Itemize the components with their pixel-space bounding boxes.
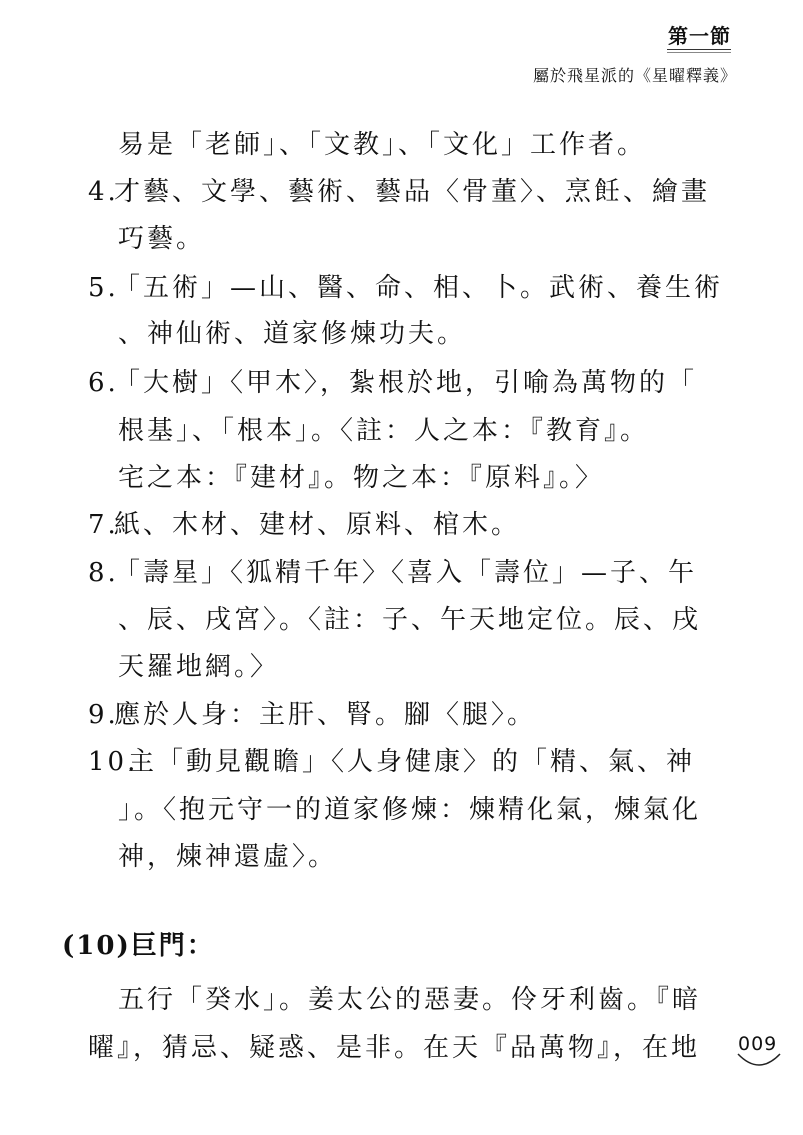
list-number: 7.	[88, 510, 119, 540]
body-line	[118, 792, 701, 828]
body-line	[118, 127, 646, 163]
body-line-text: 「五術」—山、醫、命、相、卜。武術、養生術	[114, 273, 724, 303]
list-item-5	[88, 270, 723, 306]
body-line-text: 根基」、「根本」。〈註：人之本：『教育』。	[118, 416, 650, 446]
body-line	[118, 316, 466, 352]
section-line-text: 曜』，猜忌、疑惑、是非。在天『品萬物』，在地	[88, 1033, 701, 1063]
body-line	[118, 413, 649, 449]
section-line	[118, 982, 701, 1018]
page-number: 009	[738, 1033, 778, 1055]
body-line-text: 「壽星」〈狐精千年〉〈喜入「壽位」—子、午	[114, 558, 698, 588]
body-line-text: 」。〈抱元守一的道家修煉：煉精化氣，煉氣化	[118, 795, 702, 825]
body-line-text: 宅之本：『建材』。物之本：『原料』。〉	[118, 463, 605, 493]
section-line-text: 五行「癸水」。姜太公的惡妻。伶牙利齒。『暗	[118, 985, 702, 1015]
body-line-text: 、辰、戌宮〉。〈註：子、午天地定位。辰、戌	[118, 605, 702, 635]
body-line-text: 應於人身：主肝、腎。腳〈腿〉。	[114, 700, 537, 730]
body-line-text: 天羅地網。〉	[118, 652, 280, 682]
body-line	[118, 839, 337, 875]
list-number: 9.	[88, 700, 119, 730]
body-line-text: 、神仙術、道家修煉功夫。	[118, 319, 467, 349]
body-line	[118, 649, 279, 685]
list-item-7	[88, 507, 520, 543]
list-number: 5.	[88, 273, 119, 303]
list-number: 6.	[88, 368, 119, 398]
section-title: 第一節	[668, 24, 731, 48]
body-line-text: 才藝、文學、藝術、藝品〈骨董〉、烹飪、繪畫	[114, 177, 711, 207]
header-rule-secondary	[667, 52, 731, 53]
body-line-text: 易是「老師」、「文教」、「文化」工作者。	[118, 130, 647, 160]
list-item-8	[88, 555, 697, 591]
body-line	[118, 221, 205, 257]
list-number: 10.	[88, 747, 139, 777]
list-item-9	[88, 697, 536, 733]
body-line-text: 紙、木材、建材、原料、棺木。	[114, 510, 521, 540]
section-line	[88, 1030, 700, 1066]
body-line	[118, 460, 604, 496]
body-line-text: 巧藝。	[118, 224, 206, 254]
body-line-text: 「大樹」〈甲木〉，紮根於地，引喻為萬物的「	[114, 368, 698, 398]
section-heading: (10)巨門：	[62, 931, 215, 961]
chapter-subtitle: 屬於飛星派的《星曜釋義》	[532, 66, 737, 85]
list-item-4	[88, 174, 710, 210]
list-number: 4.	[88, 177, 119, 207]
header-rule	[667, 49, 731, 50]
page-number-arc	[736, 1050, 782, 1072]
list-item-10	[88, 744, 695, 780]
body-line	[118, 602, 701, 638]
body-line-text: 神，煉神還虛〉。	[118, 842, 338, 872]
body-line-text: 主「動見觀瞻」〈人身健康〉的「精、氣、神	[128, 747, 696, 777]
list-item-6	[88, 365, 697, 401]
list-number: 8.	[88, 558, 119, 588]
